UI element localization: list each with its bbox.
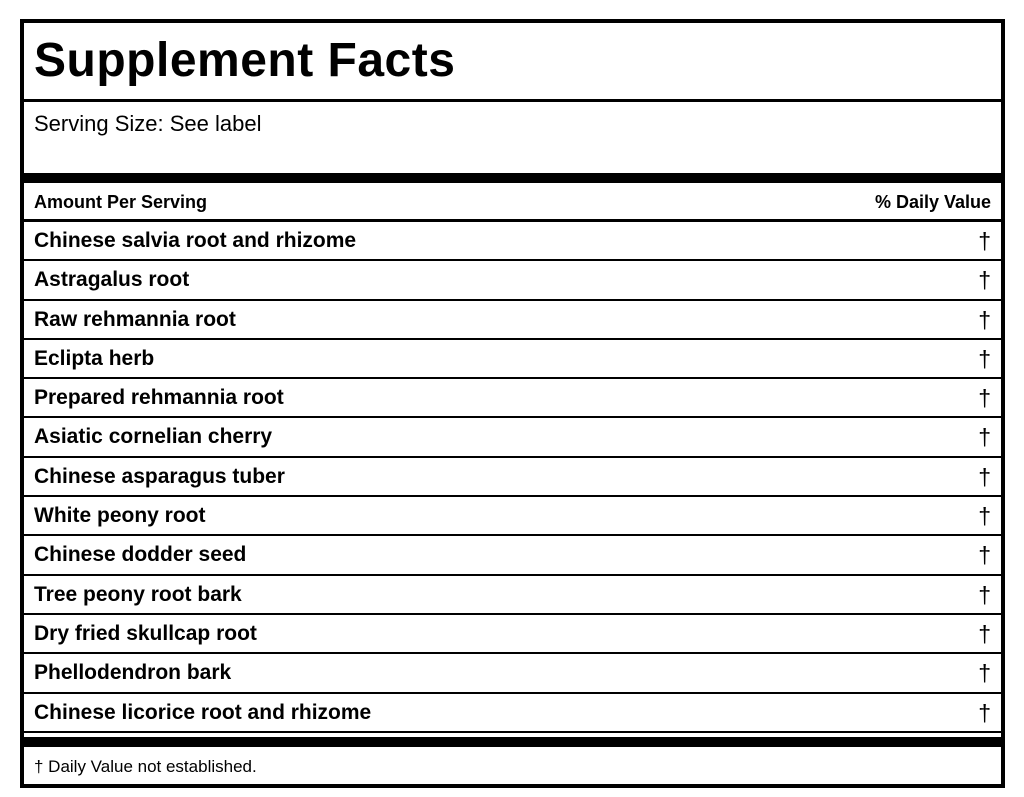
ingredient-name: Dry fried skullcap root — [34, 621, 257, 645]
ingredient-name: Chinese dodder seed — [34, 543, 247, 567]
ingredient-name: Prepared rehmannia root — [34, 386, 284, 410]
ingredient-daily-value: † — [978, 228, 991, 254]
daily-value-header: % Daily Value — [874, 192, 991, 212]
ingredient-row — [24, 222, 1001, 261]
ingredient-name: Astragalus root — [34, 268, 190, 292]
title-section — [24, 23, 1001, 102]
ingredient-name: Asiatic cornelian cherry — [34, 425, 273, 449]
serving-size: Serving Size: See label — [34, 111, 262, 136]
ingredient-name: Tree peony root bark — [34, 582, 242, 606]
ingredient-daily-value: † — [978, 424, 991, 451]
ingredient-row — [24, 379, 1001, 418]
ingredient-daily-value: † — [978, 267, 991, 294]
ingredient-daily-value: † — [978, 699, 991, 726]
amount-per-serving-header: Amount Per Serving — [34, 192, 208, 212]
ingredient-daily-value: † — [978, 542, 991, 569]
ingredient-name: Phellodendron bark — [34, 661, 232, 685]
ingredient-daily-value: † — [978, 306, 991, 333]
ingredient-row — [24, 301, 1001, 340]
thick-divider-top — [24, 173, 1001, 183]
ingredient-row — [24, 654, 1001, 693]
panel-title: Supplement Facts — [34, 34, 456, 87]
ingredient-daily-value: † — [978, 581, 991, 608]
ingredient-name: Chinese licorice root and rhizome — [34, 700, 372, 724]
ingredient-daily-value: † — [978, 345, 991, 372]
ingredient-row — [24, 261, 1001, 300]
ingredient-list — [24, 222, 1001, 733]
ingredient-daily-value: † — [978, 503, 991, 530]
ingredient-daily-value: † — [978, 385, 991, 412]
supplement-facts-panel — [20, 19, 1005, 788]
ingredient-row — [24, 694, 1001, 733]
ingredient-row — [24, 615, 1001, 654]
ingredient-daily-value: † — [978, 463, 991, 490]
ingredient-name: White peony root — [34, 504, 206, 528]
ingredient-name: Eclipta herb — [34, 346, 155, 370]
ingredient-row — [24, 340, 1001, 379]
ingredient-row — [24, 576, 1001, 615]
thick-divider-bottom — [24, 737, 1001, 747]
footnote: † Daily Value not established. — [34, 757, 257, 776]
column-header-row — [24, 183, 1001, 222]
ingredient-row — [24, 536, 1001, 575]
ingredient-name: Raw rehmannia root — [34, 307, 236, 331]
ingredient-name: Chinese salvia root and rhizome — [34, 229, 357, 252]
ingredient-row — [24, 458, 1001, 497]
ingredient-daily-value: † — [978, 660, 991, 687]
ingredient-row — [24, 497, 1001, 536]
ingredient-name: Chinese asparagus tuber — [34, 464, 285, 488]
ingredient-row — [24, 418, 1001, 457]
ingredient-daily-value: † — [978, 620, 991, 647]
